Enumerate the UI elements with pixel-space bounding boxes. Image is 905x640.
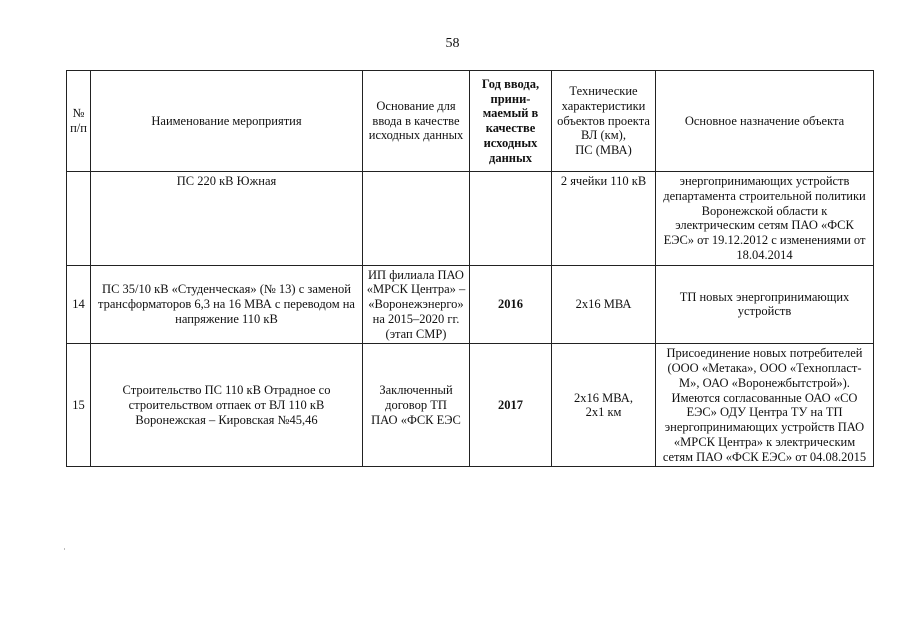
table-row — [67, 344, 874, 467]
row-year: 2017 — [470, 344, 552, 467]
row-measure-name: ПС 220 кВ Южная — [91, 172, 363, 266]
row-basis: Заключенный договор ТП ПАО «ФСК ЕЭС — [363, 344, 470, 467]
row-year — [470, 172, 552, 266]
table-row — [67, 172, 874, 266]
row-number: 14 — [67, 265, 91, 344]
row-specs: 2х16 МВА, 2х1 км — [552, 344, 656, 467]
header-purpose: Основное назначение объекта — [656, 71, 874, 172]
row-measure-name: ПС 35/10 кВ «Студенческая» (№ 13) с заменой трансформаторов 6,3 на 16 МВА с переводом на напряжение 110 кВ — [91, 265, 363, 344]
header-measure-name: Наименование мероприятия — [91, 71, 363, 172]
table-header-row — [67, 71, 874, 172]
header-year: Год ввода, прини- маемый в качестве исходных данных — [470, 71, 552, 172]
row-measure-name: Строительство ПС 110 кВ Отрадное со строительством отпаек от ВЛ 110 кВ Воронежская – Кировская №45,46 — [91, 344, 363, 467]
row-specs: 2 ячейки 110 кВ — [552, 172, 656, 266]
table-row — [67, 265, 874, 344]
header-specs: Технические характеристики объектов проекта ВЛ (км), ПС (МВА) — [552, 71, 656, 172]
row-purpose: энергопринимающих устройств департамента строительной политики Воронежской области к электрическим сетям ПАО «ФСК ЕЭС» от 19.12.2012 с изменениями от 18.04.2014 — [656, 172, 874, 266]
measures-table — [66, 70, 874, 467]
row-number: 15 — [67, 344, 91, 467]
row-number — [67, 172, 91, 266]
header-basis: Основание для ввода в качестве исходных данных — [363, 71, 470, 172]
scan-speck — [64, 548, 65, 550]
row-specs: 2х16 МВА — [552, 265, 656, 344]
header-number: № п/п — [67, 71, 91, 172]
page-number: 58 — [445, 36, 460, 51]
row-basis — [363, 172, 470, 266]
row-year: 2016 — [470, 265, 552, 344]
row-purpose: Присоединение новых потребителей (ООО «Метака», ООО «Технопласт- М», ОАО «Воронежбытстрой»). Имеются согласованные ОАО «СО ЕЭС» ОДУ Центра ТУ на ТП энергопринимающих устройств ПАО «МРСК Центра» к электрическим сетям ПАО «ФСК ЕЭС» от 04.08.2015 — [656, 344, 874, 467]
row-basis: ИП филиала ПАО «МРСК Центра» – «Воронежэнерго» на 2015–2020 гг. (этап СМР) — [363, 265, 470, 344]
row-purpose: ТП новых энергопринимающих устройств — [656, 265, 874, 344]
